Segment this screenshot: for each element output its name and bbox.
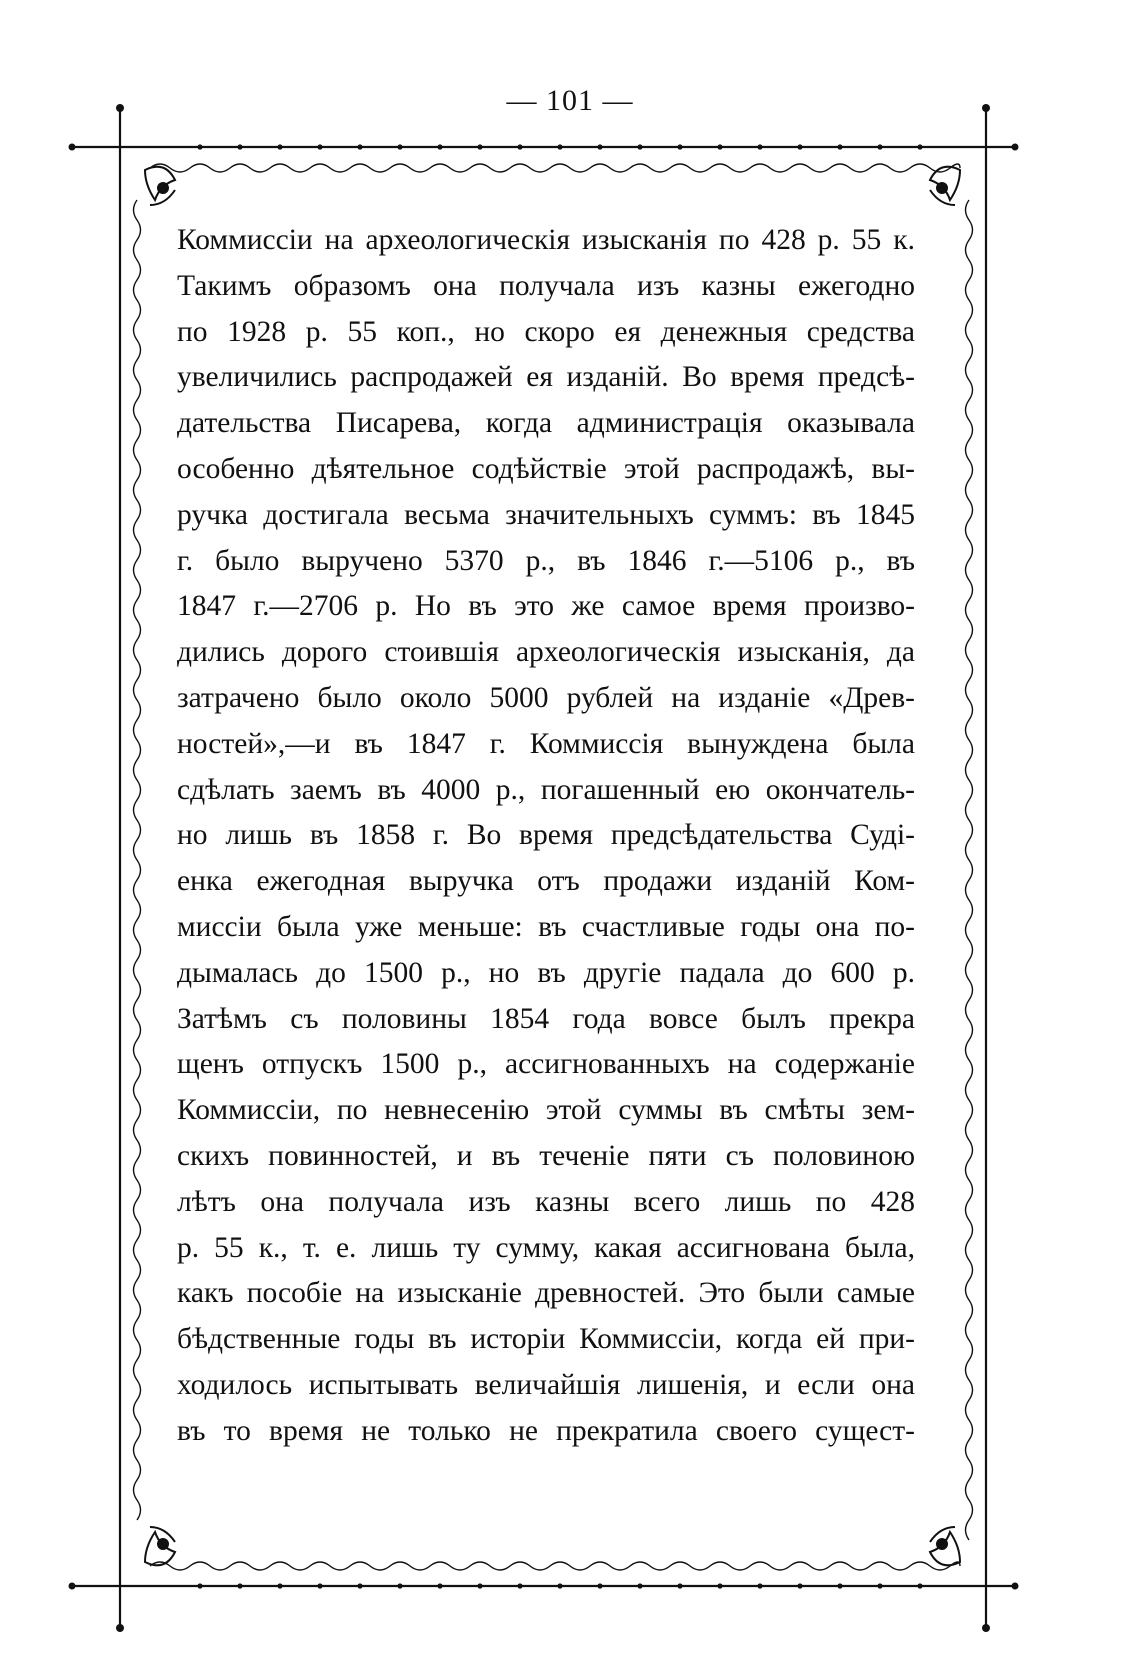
body-text: [177, 218, 915, 1455]
text-line: сдѣлать заемъ въ 4000 р., погашенный ею окончатель-: [177, 773, 915, 806]
text-line: Затѣмъ съ половины 1854 года вовсе былъ прекра: [177, 1002, 915, 1035]
text-line: какъ пособіе на изысканіе древностей. Это были самые: [177, 1277, 915, 1310]
text-line: по 1928 р. 55 коп., но скоро ея денежныя средства: [177, 315, 915, 348]
text-line: 1847 г.—2706 р. Но въ это же самое время произво-: [177, 590, 915, 623]
text-line: скихъ повинностей, и въ теченіе пяти съ половиною: [177, 1139, 915, 1172]
text-line: увеличились распродажей ея изданій. Во время предсѣ-: [177, 361, 915, 394]
text-line: р. 55 к., т. е. лишь ту сумму, какая ассигнована была,: [177, 1231, 915, 1264]
text-line: лѣтъ она получала изъ казны всего лишь по 428: [177, 1185, 915, 1218]
text-line: Коммиссіи на археологическія изысканія по 428 р. 55 к.: [177, 224, 915, 256]
text-line: но лишь въ 1858 г. Во время предсѣдательства Суді-: [177, 819, 915, 852]
text-line: дымалась до 1500 р., но въ другіе падала до 600 р.: [177, 956, 915, 989]
text-line: Такимъ образомъ она получала изъ казны ежегодно: [177, 269, 915, 302]
text-line: затрачено было около 5000 рублей на изданіе «Древ-: [177, 681, 915, 714]
text-line: ручка достигала весьма значительныхъ суммъ: въ 1845: [177, 498, 915, 531]
text-line: бѣдственные годы въ исторіи Коммиссіи, когда ей при-: [177, 1323, 915, 1356]
text-line: дательства Писарева, когда администрація оказывала: [177, 407, 915, 440]
text-line: особенно дѣятельное содѣйствіе этой распродажѣ, вы-: [177, 452, 915, 485]
page-number: — 101 —: [506, 84, 634, 117]
text-line: г. было выручено 5370 р., въ 1846 г.—5106 р., въ: [177, 544, 915, 577]
text-line: миссіи была уже меньше: въ счастливые годы она по-: [177, 910, 915, 943]
text-line: дились дорого стоившія археологическія изысканія, да: [177, 636, 915, 669]
text-line: щенъ отпускъ 1500 р., ассигнованныхъ на содержаніе: [177, 1048, 915, 1081]
text-line: ностей»,—и въ 1847 г. Коммиссія вынуждена была: [177, 727, 915, 760]
text-line: въ то время не только не прекратила своего сущест-: [177, 1414, 915, 1447]
text-line: енка ежегодная выручка отъ продажи изданій Ком-: [177, 865, 915, 898]
text-line: ходилось испытывать величайшія лишенія, и если она: [177, 1368, 915, 1401]
text-line: Коммиссіи, по невнесенію этой суммы въ смѣты зем-: [177, 1094, 915, 1127]
